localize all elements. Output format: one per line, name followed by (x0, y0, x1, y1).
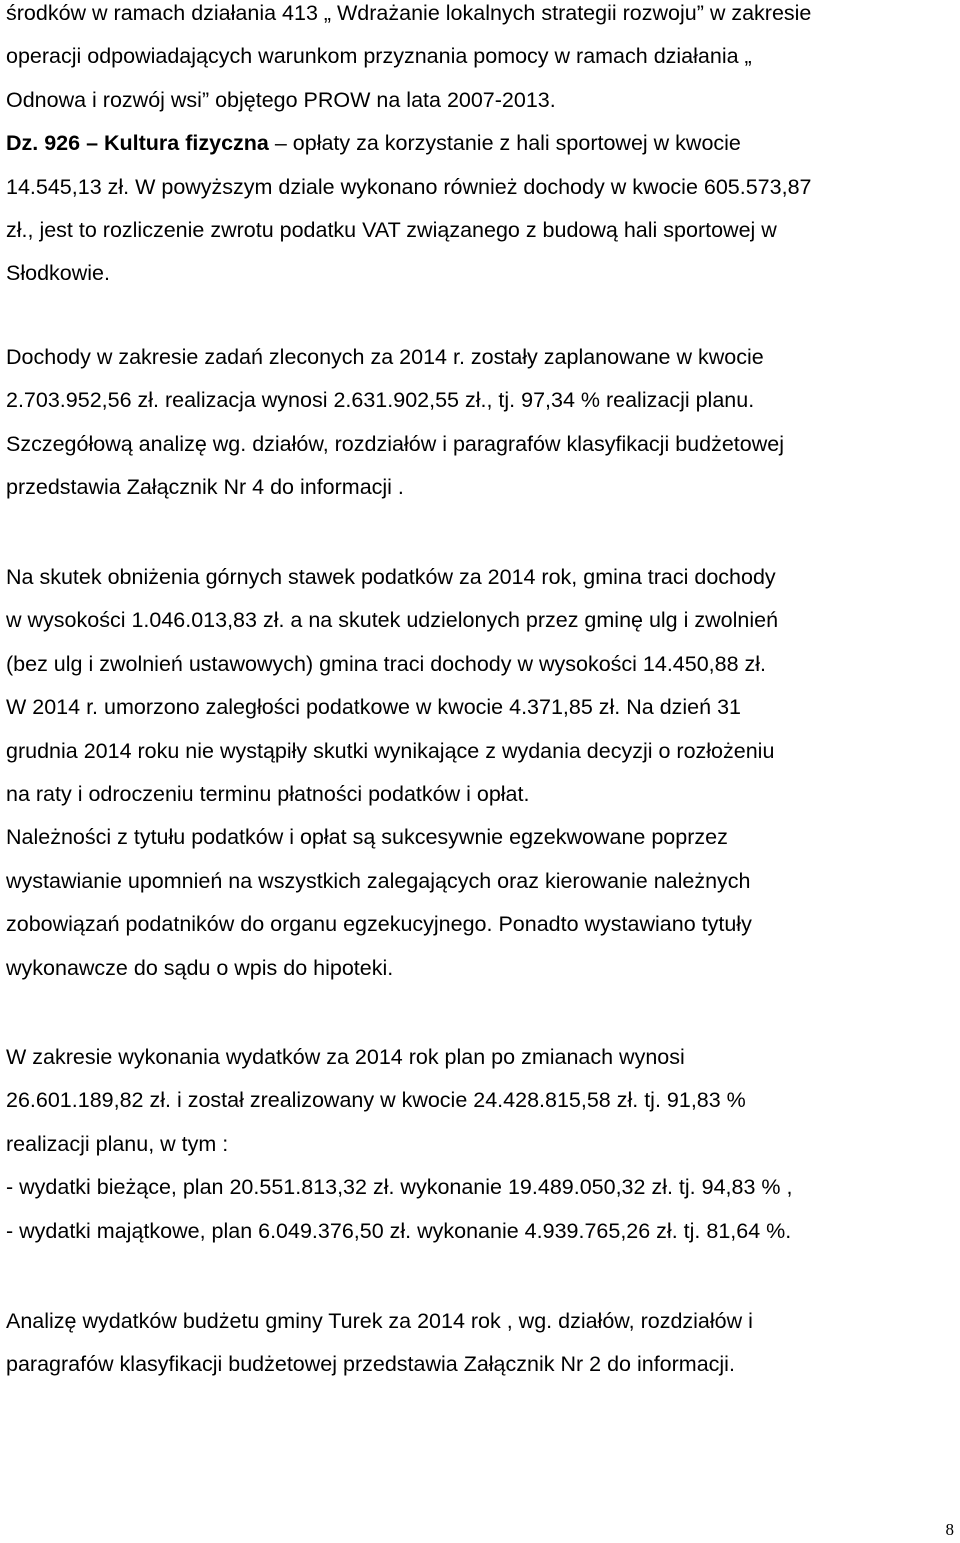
text-line: na raty i odroczeniu terminu płatności podatków i opłat. (6, 781, 530, 806)
text-line: paragrafów klasyfikacji budżetowej przedstawia Załącznik Nr 2 do informacji. (6, 1352, 735, 1377)
text-line (6, 122, 811, 165)
text-line: wykonawcze do sądu o wpis do hipoteki. (6, 955, 394, 980)
text-line: W 2014 r. umorzono zaległości podatkowe w kwocie 4.371,85 zł. Na dzień 31 (6, 695, 741, 720)
text-line: wystawianie upomnień na wszystkich zalegających oraz kierowanie należnych (6, 868, 751, 893)
text-line: Odnowa i rozwój wsi” objętego PROW na lata 2007-2013. (6, 87, 556, 112)
text-line: grudnia 2014 roku nie wystąpiły skutki wynikające z wydania decyzji o rozłożeniu (6, 738, 775, 763)
text-line: - wydatki majątkowe, plan 6.049.376,50 zł. wykonanie 4.939.765,26 zł. tj. 81,64 %. (6, 1218, 792, 1243)
text-line-rest: – opłaty za korzystanie z hali sportowej w kwocie (268, 131, 741, 156)
paragraph-tax-reductions (6, 556, 778, 990)
text-line: Dochody w zakresie zadań zleconych za 2014 r. zostały zaplanowane w kwocie (6, 345, 764, 369)
paragraph-expenditures (6, 1036, 792, 1253)
page-number: 8 (945, 1520, 954, 1539)
text-line: 2.703.952,56 zł. realizacja wynosi 2.631.902,55 zł., tj. 97,34 % realizacji planu. (6, 388, 755, 413)
text-line: Szczegółową analizę wg. działów, rozdziałów i paragrafów klasyfikacji budżetowej (6, 431, 784, 456)
paragraph-income-sections (6, 0, 811, 296)
text-line: w wysokości 1.046.013,83 zł. a na skutek udzielonych przez gminę ulg i zwolnień (6, 608, 779, 633)
text-line: (bez ulg i zwolnień ustawowych) gmina traci dochody w wysokości 14.450,88 zł. (6, 651, 767, 676)
text-line: środków w ramach działania 413 „ Wdrażanie lokalnych strategii rozwoju” w zakresie (6, 1, 812, 25)
text-line: - wydatki bieżące, plan 20.551.813,32 zł. wykonanie 19.489.050,32 zł. tj. 94,83 % , (6, 1175, 793, 1200)
text-line: 14.545,13 zł. W powyższym dziale wykonano również dochody w kwocie 605.573,87 (6, 174, 812, 199)
text-line: realizacji planu, w tym : (6, 1131, 229, 1156)
text-line: Należności z tytułu podatków i opłat są sukcesywnie egzekwowane poprzez (6, 825, 728, 850)
text-line: zobowiązań podatników do organu egzekucyjnego. Ponadto wystawiano tytuły (6, 912, 752, 937)
text-line: operacji odpowiadających warunkom przyznania pomocy w ramach działania „ (6, 44, 752, 69)
text-line: Słodkowie. (6, 261, 110, 286)
text-line: W zakresie wykonania wydatków za 2014 rok plan po zmianach wynosi (6, 1045, 685, 1069)
text-line: zł., jest to rozliczenie zwrotu podatku VAT związanego z budową hali sportowej w (6, 217, 777, 242)
paragraph-commissioned-tasks (6, 336, 784, 510)
text-line: 26.601.189,82 zł. i został zrealizowany w kwocie 24.428.815,58 zł. tj. 91,83 % (6, 1088, 746, 1113)
text-line: przedstawia Załącznik Nr 4 do informacji . (6, 475, 404, 500)
paragraph-expenditure-analysis (6, 1300, 753, 1387)
section-heading: Dz. 926 – Kultura fizyczna (6, 131, 269, 156)
text-line: Na skutek obniżenia górnych stawek podatków za 2014 rok, gmina traci dochody (6, 565, 776, 589)
text-line: Analizę wydatków budżetu gminy Turek za 2014 rok , wg. działów, rozdziałów i (6, 1309, 753, 1333)
